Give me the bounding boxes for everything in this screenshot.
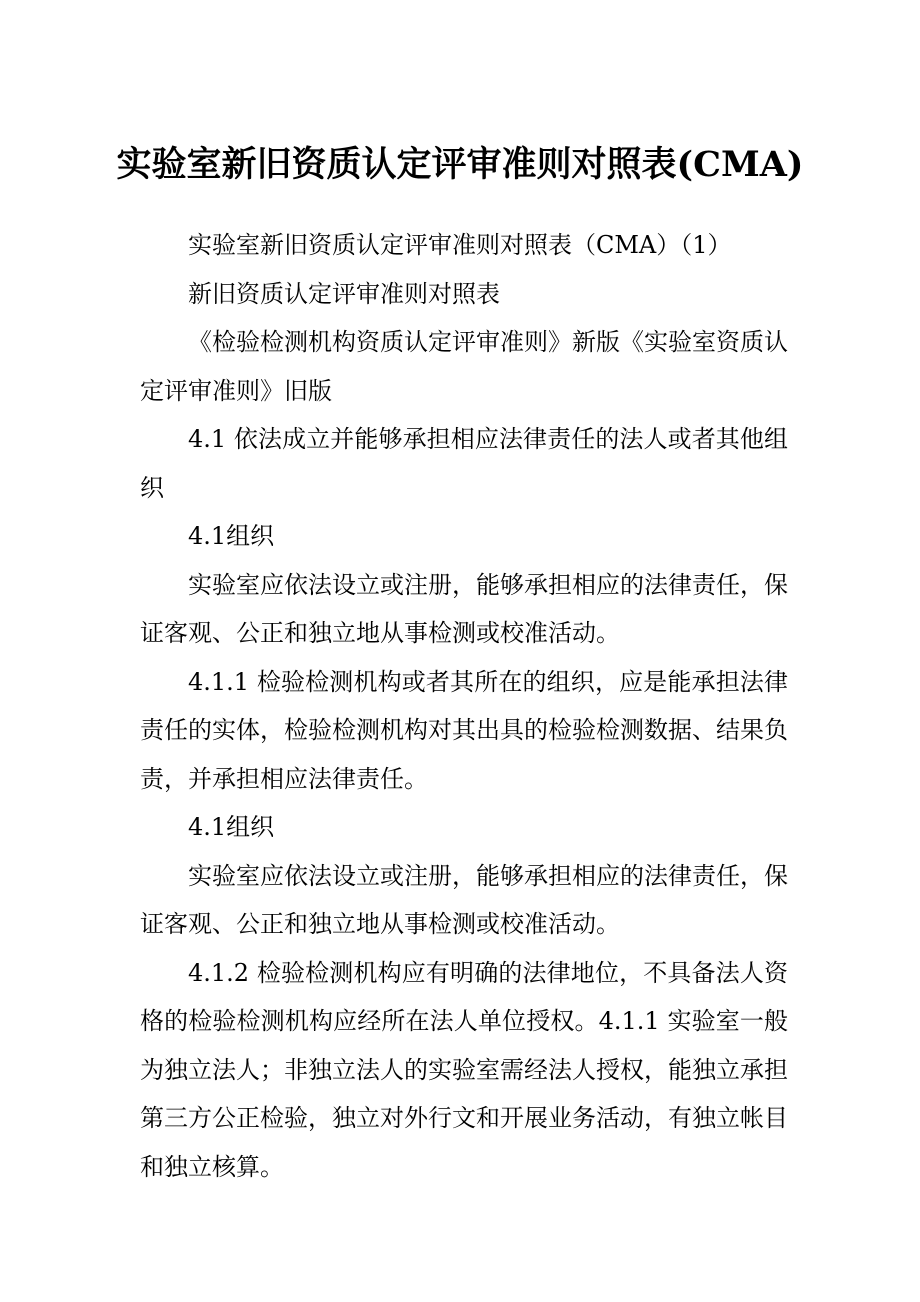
paragraph-old-4-1-heading-repeat: 4.1组织 <box>188 813 275 841</box>
paragraph-new-4-1: 4.1 依法成立并能够承担相应法律责任的法人或者其他组织 <box>140 425 788 502</box>
document-body <box>140 221 788 1191</box>
paragraph-old-4-1-heading: 4.1组织 <box>188 522 275 550</box>
paragraph-new-4-1-1: 4.1.1 检验检测机构或者其所在的组织，应是能承担法律责任的实体，检验检测机构对其出具的检验检测数据、结果负责，并承担相应法律责任。 <box>140 667 788 793</box>
paragraph-old-4-1-text: 实验室应依法设立或注册，能够承担相应的法律责任，保证客观、公正和独立地从事检测或校准活动。 <box>140 570 788 647</box>
paragraph-old-4-1-text-repeat: 实验室应依法设立或注册，能够承担相应的法律责任，保证客观、公正和独立地从事检测或校准活动。 <box>140 861 788 938</box>
paragraph-versions: 《检验检测机构资质认定评审准则》新版《实验室资质认定评审准则》旧版 <box>140 328 788 405</box>
paragraph-table-name: 新旧资质认定评审准则对照表 <box>188 279 500 308</box>
document-title: 实验室新旧资质认定评审准则对照表(CMA) <box>116 144 804 185</box>
paragraph-new-4-1-2: 4.1.2 检验检测机构应有明确的法律地位，不具备法人资格的检验检测机构应经所在法人单位授权。4.1.1 实验室一般为独立法人；非独立法人的实验室需经法人授权，能独立承担第三方公正检验，独立对外行文和开展业务活动，有独立帐目和独立核算。 <box>140 958 788 1181</box>
paragraph-subtitle: 实验室新旧资质认定评审准则对照表（CMA）（1） <box>188 231 732 259</box>
